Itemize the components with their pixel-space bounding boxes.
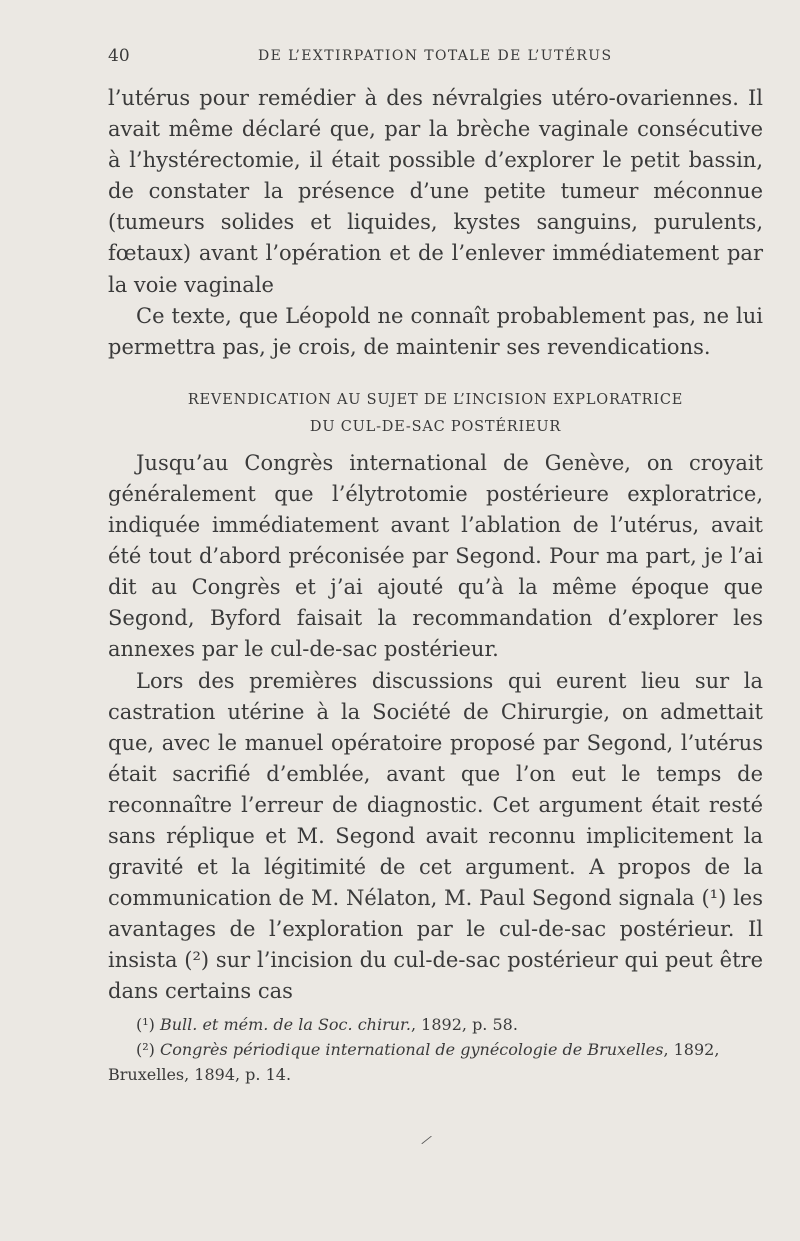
body-text [108,83,763,1008]
section-heading [108,387,763,441]
footnote-marker: (²) [136,1040,160,1059]
page-header [108,46,763,70]
footnote-marker: (¹) [136,1015,160,1034]
running-title: DE L’EXTIRPATION TOTALE DE L’UTÉRUS [258,48,613,64]
stray-pencil-mark: ⁄ [422,1133,431,1149]
footnote-citation: Bull. et mém. de la Soc. chirur. [159,1015,411,1034]
footnote-details: , 1892, Bruxelles, 1894, p. 14. [108,1040,720,1084]
footnotes [108,1012,763,1087]
page-number: 40 [108,46,130,66]
section-heading-line: DU CUL-DE-SAC POSTÉRIEUR [309,418,562,435]
paragraph: Jusqu’au Congrès international de Genève, on croyait généralement que l’élytrotomie postérieure exploratrice, indiquée immédiatement avant l’ablation de l’utérus, avait été tout d’abord préconisée par Segond. Pour ma part, je l’ai dit au Congrès et j’ai ajouté qu’à la même époque que Segond, Byford faisait la recommandation d’explorer les annexes par le cul-de-sac postérieur. [108,450,763,662]
footnote-citation: Congrès périodique international de gynécologie de Bruxelles [159,1040,664,1059]
footnote [108,1012,763,1037]
paragraph-continued: l’utérus pour remédier à des névralgies utéro-ovariennes. Il avait même déclaré que, par la brèche vaginale consécutive à l’hystérectomie, il était possible d’explorer le petit bassin, de constater la présence d’une petite tumeur méconnue (tumeurs solides et liquides, kystes sanguins, purulents, fœtaux) avant l’opération et de l’enlever immédiatement par la voie vaginale [108,86,763,297]
paragraph: Ce texte, que Léopold ne connaît probablement pas, ne lui permettra pas, je crois, de maintenir ses revendications. [108,303,763,359]
section-heading-line: REVENDICATION AU SUJET DE L’INCISION EXPLORATRICE [187,391,684,408]
paragraph: Lors des premières discussions qui eurent lieu sur la castration utérine à la Société de Chirurgie, on admettait que, avec le manuel opératoire proposé par Segond, l’utérus était sacrifié d’emblée, avant que l’on eut le temps de reconnaître l’erreur de diagnostic. Cet argument était resté sans réplique et M. Segond avait reconnu implicitement la gravité et la légitimité de cet argument. A propos de la communication de M. Nélaton, M. Paul Segond signala (¹) les avantages de l’exploration par le cul-de-sac postérieur. Il insista (²) sur l’incision du cul-de-sac postérieur qui peut être dans certains cas [108,668,763,1004]
footnote-details: , 1892, p. 58. [411,1015,518,1034]
footnote [108,1037,763,1087]
